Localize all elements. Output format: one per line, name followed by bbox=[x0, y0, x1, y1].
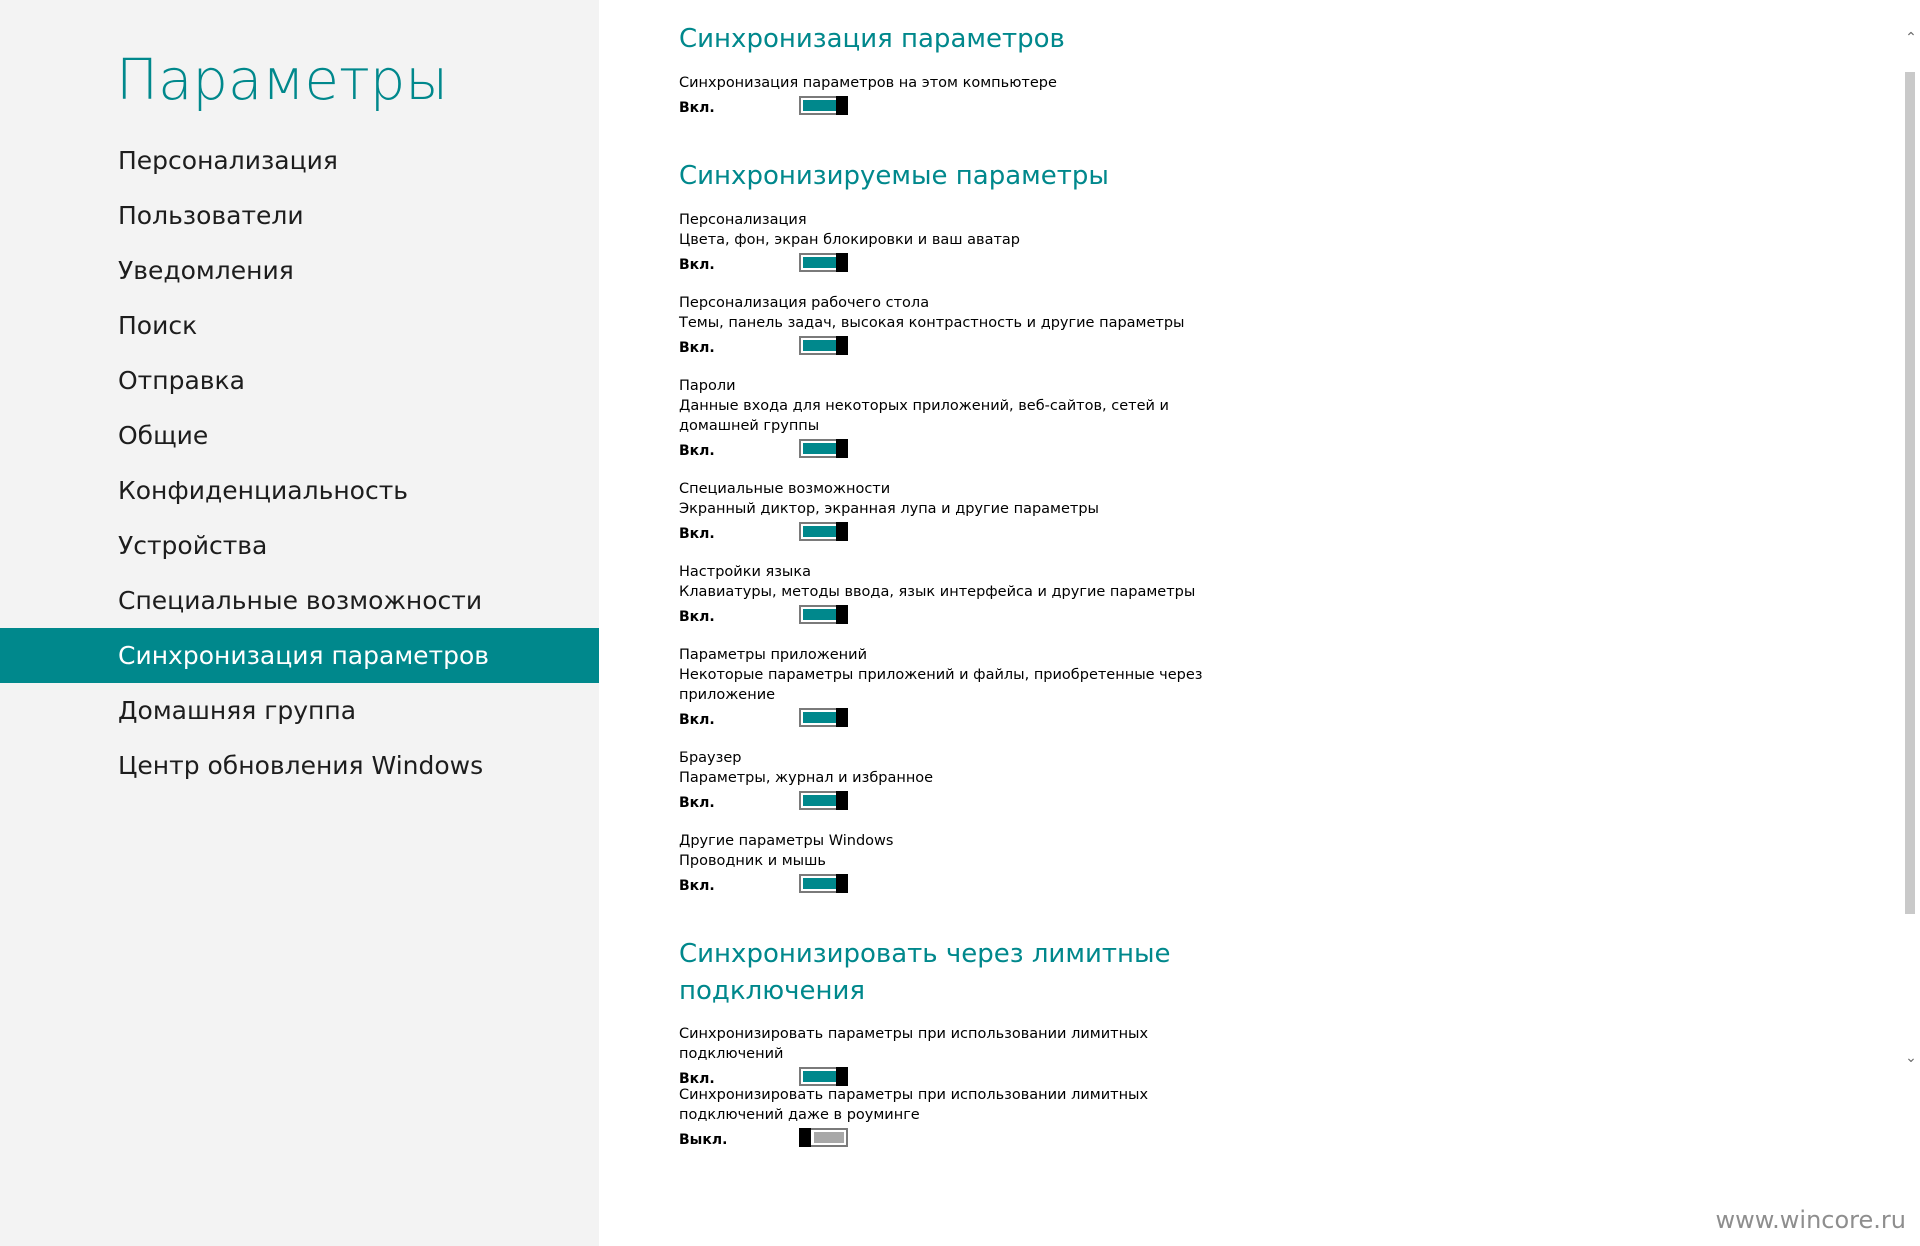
toggle-row bbox=[679, 438, 1219, 464]
toggle-thumb bbox=[836, 1067, 848, 1086]
toggle-switch-passwords[interactable] bbox=[799, 439, 848, 458]
setting-description: Данные входа для некоторых приложений, веб-сайтов, сетей и домашней группы bbox=[679, 398, 1169, 434]
nav-item-ease-of-access[interactable]: Специальные возможности bbox=[118, 586, 483, 615]
chevron-down-icon[interactable]: ⌄ bbox=[1905, 1050, 1917, 1066]
setting-name: Персонализация bbox=[679, 212, 807, 228]
setting-metered-roaming bbox=[679, 1085, 1219, 1153]
setting-personalization bbox=[679, 210, 1219, 278]
setting-other-windows bbox=[679, 831, 1219, 899]
toggle-thumb bbox=[836, 336, 848, 355]
toggle-fill bbox=[803, 795, 836, 806]
setting-description: Синхронизировать параметры при использовании лимитных подключений bbox=[679, 1026, 1149, 1062]
setting-description: Проводник и мышь bbox=[679, 853, 826, 869]
setting-browser bbox=[679, 748, 1219, 816]
nav-item-homegroup[interactable]: Домашняя группа bbox=[118, 696, 357, 725]
toggle-fill bbox=[803, 100, 836, 111]
toggle-state-label: Вкл. bbox=[679, 443, 715, 459]
toggle-state-label: Вкл. bbox=[679, 712, 715, 728]
section-title-sync-settings: Синхронизация параметров bbox=[679, 24, 1065, 54]
toggle-thumb bbox=[836, 96, 848, 115]
toggle-thumb bbox=[836, 708, 848, 727]
toggle-state-label: Вкл. bbox=[679, 1071, 715, 1087]
setting-name: Браузер bbox=[679, 750, 742, 766]
nav-item-notifications[interactable]: Уведомления bbox=[118, 256, 294, 285]
toggle-row bbox=[679, 252, 1219, 278]
setting-name: Другие параметры Windows bbox=[679, 833, 894, 849]
setting-description: Экранный диктор, экранная лупа и другие параметры bbox=[679, 501, 1099, 517]
setting-metered-sync bbox=[679, 1024, 1219, 1092]
toggle-row bbox=[679, 707, 1219, 733]
toggle-thumb bbox=[836, 874, 848, 893]
toggle-fill bbox=[803, 257, 836, 268]
section-title-line: подключения bbox=[679, 976, 865, 1006]
toggle-state-label: Вкл. bbox=[679, 609, 715, 625]
section-title-synced-items: Синхронизируемые параметры bbox=[679, 161, 1109, 191]
setting-description: Клавиатуры, методы ввода, язык интерфейса и другие параметры bbox=[679, 584, 1196, 600]
setting-pc-sync bbox=[679, 73, 1219, 121]
nav-item-privacy[interactable]: Конфиденциальность bbox=[118, 476, 409, 505]
nav-list bbox=[0, 133, 599, 793]
toggle-switch-browser[interactable] bbox=[799, 791, 848, 810]
toggle-row bbox=[679, 604, 1219, 630]
toggle-state-label: Вкл. bbox=[679, 340, 715, 356]
toggle-row bbox=[679, 335, 1219, 361]
toggle-fill bbox=[803, 609, 836, 620]
toggle-state-label: Вкл. bbox=[679, 795, 715, 811]
toggle-switch-pc-sync[interactable] bbox=[799, 96, 848, 115]
toggle-row bbox=[679, 1127, 1219, 1153]
chevron-up-icon[interactable]: ⌃ bbox=[1905, 30, 1917, 46]
nav-item-search[interactable]: Поиск bbox=[118, 311, 198, 340]
toggle-switch-metered-sync[interactable] bbox=[799, 1067, 848, 1086]
setting-desktop-personalization bbox=[679, 293, 1219, 361]
setting-description: Темы, панель задач, высокая контрастность и другие параметры bbox=[679, 315, 1185, 331]
setting-ease-of-access bbox=[679, 479, 1219, 547]
toggle-switch-metered-roaming[interactable] bbox=[799, 1128, 848, 1147]
setting-language bbox=[679, 562, 1219, 630]
nav-item-devices[interactable]: Устройства bbox=[118, 531, 268, 560]
toggle-fill bbox=[803, 443, 836, 454]
section-title-metered bbox=[679, 936, 1171, 1010]
nav-item-general[interactable]: Общие bbox=[118, 421, 209, 450]
setting-name: Настройки языка bbox=[679, 564, 812, 580]
toggle-switch-desktop-personalization[interactable] bbox=[799, 336, 848, 355]
nav-item-sync-settings[interactable]: Синхронизация параметров bbox=[0, 628, 599, 683]
toggle-state-label: Вкл. bbox=[679, 100, 715, 116]
setting-description: Синхронизация параметров на этом компьютере bbox=[679, 75, 1057, 91]
toggle-fill bbox=[814, 1132, 844, 1143]
nav-item-users[interactable]: Пользователи bbox=[118, 201, 304, 230]
navigation-pane bbox=[0, 0, 599, 1246]
toggle-row bbox=[679, 873, 1219, 899]
toggle-state-label: Вкл. bbox=[679, 257, 715, 273]
toggle-state-label: Выкл. bbox=[679, 1132, 728, 1148]
toggle-switch-other-windows[interactable] bbox=[799, 874, 848, 893]
page-title: Параметры bbox=[116, 48, 449, 113]
toggle-thumb bbox=[799, 1128, 811, 1147]
toggle-row bbox=[679, 521, 1219, 547]
toggle-state-label: Вкл. bbox=[679, 878, 715, 894]
setting-description: Параметры, журнал и избранное bbox=[679, 770, 934, 786]
toggle-state-label: Вкл. bbox=[679, 526, 715, 542]
toggle-thumb bbox=[836, 253, 848, 272]
toggle-switch-personalization[interactable] bbox=[799, 253, 848, 272]
toggle-thumb bbox=[836, 791, 848, 810]
setting-name: Персонализация рабочего стола bbox=[679, 295, 930, 311]
toggle-row bbox=[679, 95, 1219, 121]
section-title-line: Синхронизировать через лимитные bbox=[679, 939, 1171, 969]
toggle-fill bbox=[803, 526, 836, 537]
setting-description: Некоторые параметры приложений и файлы, приобретенные через приложение bbox=[679, 667, 1203, 703]
watermark: www.wincore.ru bbox=[1715, 1206, 1906, 1234]
toggle-fill bbox=[803, 712, 836, 723]
toggle-thumb bbox=[836, 522, 848, 541]
vertical-scrollbar[interactable] bbox=[1902, 0, 1920, 1076]
content-pane bbox=[679, 0, 1879, 1246]
nav-item-windows-update[interactable]: Центр обновления Windows bbox=[118, 751, 484, 780]
setting-name: Параметры приложений bbox=[679, 647, 868, 663]
scrollbar-thumb[interactable] bbox=[1905, 72, 1915, 914]
setting-name: Пароли bbox=[679, 378, 736, 394]
toggle-fill bbox=[803, 878, 836, 889]
toggle-fill bbox=[803, 340, 836, 351]
setting-app-settings bbox=[679, 645, 1219, 733]
toggle-fill bbox=[803, 1071, 836, 1082]
toggle-switch-ease-of-access[interactable] bbox=[799, 522, 848, 541]
toggle-switch-language[interactable] bbox=[799, 605, 848, 624]
toggle-thumb bbox=[836, 439, 848, 458]
toggle-thumb bbox=[836, 605, 848, 624]
nav-item-share[interactable]: Отправка bbox=[118, 366, 245, 395]
setting-description: Цвета, фон, экран блокировки и ваш аватар bbox=[679, 232, 1021, 248]
setting-description: Синхронизировать параметры при использовании лимитных подключений даже в роуминге bbox=[679, 1087, 1149, 1123]
toggle-row bbox=[679, 790, 1219, 816]
toggle-switch-app-settings[interactable] bbox=[799, 708, 848, 727]
setting-passwords bbox=[679, 376, 1219, 464]
nav-item-personalization[interactable]: Персонализация bbox=[118, 146, 338, 175]
setting-name: Специальные возможности bbox=[679, 481, 891, 497]
